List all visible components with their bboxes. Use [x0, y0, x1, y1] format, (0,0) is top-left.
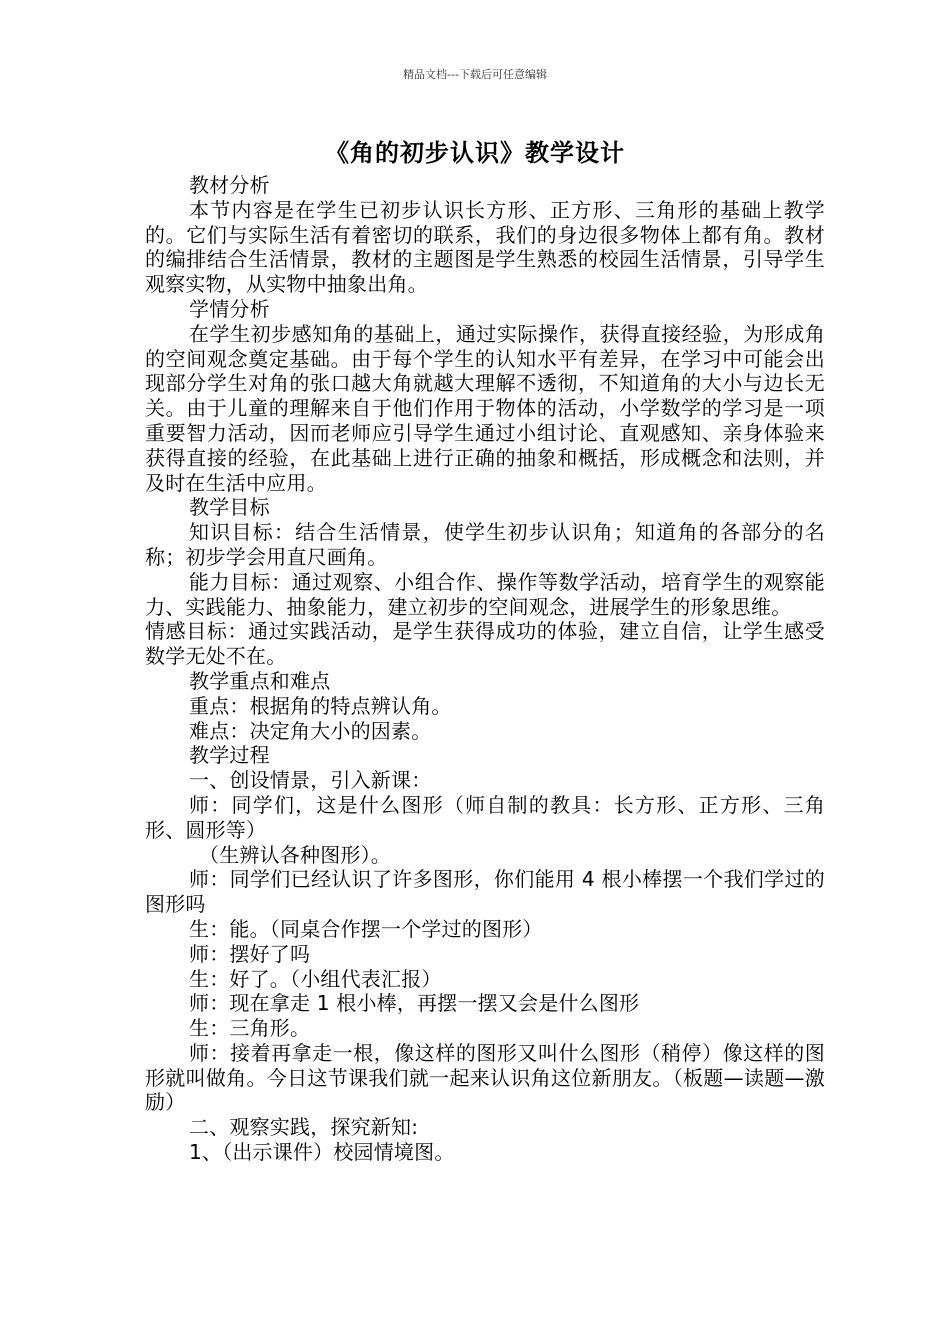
paragraph: 师：接着再拿走一根，像这样的图形又叫什么图形（稍停）像这样的图形就叫做角。今日这节课我们就一起来认识角这位新朋友。（板题—读题—激励） — [145, 1040, 825, 1115]
paragraph: 教学重点和难点 — [189, 668, 331, 693]
paragraph: 师：同学们已经认识了许多图形，你们能用 4 根小棒摆一个我们学过的图形吗 — [145, 867, 825, 917]
paragraph: 生：三角形。 — [189, 1016, 311, 1041]
header-note: 精品文档---下载后可任意编辑 — [403, 68, 547, 81]
paragraph: 生：好了。（小组代表汇报） — [189, 966, 442, 991]
paragraph: 难点：决定角大小的因素。 — [189, 718, 432, 743]
document-body — [145, 173, 825, 1165]
paragraph: 知识目标：结合生活情景，使学生初步认识角；知道角的各部分的名称；初步学会用直尺画角。 — [145, 520, 825, 569]
paragraph: 一、创设情景，引入新课： — [189, 768, 432, 793]
paragraph: 教学过程 — [189, 743, 270, 768]
paragraph: 1、（出示课件）校园情境图。 — [189, 1140, 455, 1165]
paragraph: 重点：根据角的特点辨认角。 — [189, 693, 452, 718]
document-title: 《角的初步认识》教学设计 — [325, 139, 625, 167]
paragraph: 生：能。（同桌合作摆一个学过的图形） — [189, 916, 543, 941]
paragraph: 师：同学们，这是什么图形（师自制的教具：长方形、正方形、三角形、圆形等） — [145, 792, 825, 842]
paragraph: 在学生初步感知角的基础上，通过实际操作，获得直接经验，为形成角的空间观念奠定基础。由于每个学生的认知水平有差异，在学习中可能会出现部分学生对角的张口越大角就越大理解不透彻，不知道角的大小与边长无关。由于儿童的理解来自于他们作用于物体的活动，小学数学的学习是一项重要智力活动，因而老师应引导学生通过小组讨论、直观感知、亲身体验来获得直接的经验，在此基础上进行正确的抽象和概括，形成概念和法则，并及时在生活中应用。 — [145, 321, 825, 495]
paragraph: 本节内容是在学生已初步认识长方形、正方形、三角形的基础上教学的。它们与实际生活有着密切的联系，我们的身边很多物体上都有角。教材的编排结合生活情景，教材的主题图是学生熟悉的校园生活情景，引导学生观察实物，从实物中抽象出角。 — [145, 197, 825, 297]
paragraph: 师：摆好了吗 — [189, 941, 311, 966]
paragraph: 情感目标：通过实践活动，是学生获得成功的体验，建立自信，让学生感受数学无处不在。 — [145, 619, 825, 669]
paragraph: 师：现在拿走 1 根小棒，再摆一摆又会是什么图形 — [189, 991, 640, 1016]
paragraph: 教学目标 — [189, 495, 270, 520]
paragraph: 二、观察实践，探究新知: — [189, 1115, 419, 1140]
paragraph: 能力目标：通过观察、小组合作、操作等数学活动，培育学生的观察能力、实践能力、抽象能力，建立初步的空间观念，进展学生的形象思维。 — [145, 569, 825, 619]
paragraph: （生辨认各种图形）。 — [199, 842, 391, 867]
paragraph: 学情分析 — [189, 296, 270, 321]
paragraph: 教材分析 — [189, 173, 270, 197]
